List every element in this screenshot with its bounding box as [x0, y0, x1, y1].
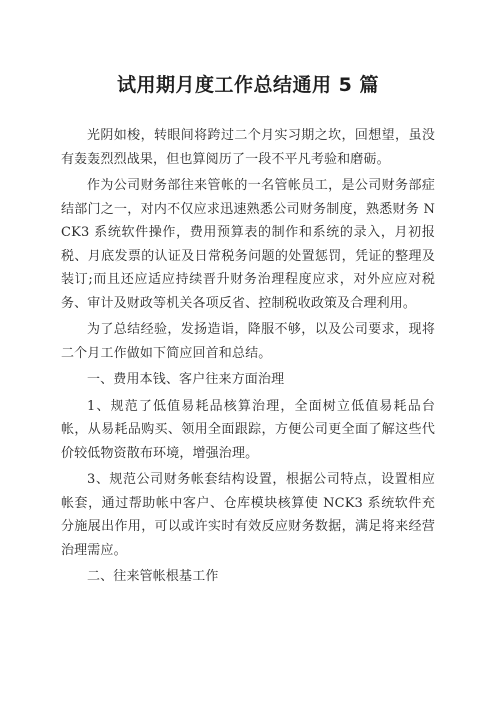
- paragraph-purpose: 为了总结经验，发扬造诣，降服不够，以及公司要求，现将二个月工作做如下简应回首和总结。: [61, 322, 435, 361]
- document-title: 试用期月度工作总结通用 5 篇: [117, 74, 379, 96]
- paragraph-item-1: 1、规范了低值易耗品核算治理，全面树立低值易耗品台帐，从易耗品购买、领用全面跟踪，方便公司更全面了解这些代价较低物资散布环境，增强治理。: [61, 398, 435, 461]
- section-heading-2: 二、往来管帐根基工作: [87, 569, 219, 584]
- section-heading-1: 一、费用本钱、客户往来方面治理: [87, 372, 285, 387]
- paragraph-intro: 光阴如梭，转眼间将跨过二个月实习期之坎，回想望，虽没有轰轰烈烈战果，但也算阅历了一段不平凡考验和磨砺。: [61, 128, 435, 167]
- document-body: [61, 124, 435, 589]
- paragraph-item-3: 3、规范公司财务帐套结构设置，根据公司特点，设置相应帐套，通过帮助帐中客户、仓库模块核算使 NCK3 系统软件充分施展出作用，可以或许实时有效反应财务数据，满足将来经营治理需应。: [61, 472, 435, 558]
- paragraph-role: 作为公司财务部往来管帐的一名管帐员工，是公司财务部症结部门之一，对内不仅应求迅速熟悉公司财务制度，熟悉财务 NCK3 系统软件操作，费用预算表的制作和系统的录入，月初报税、月底发票的认证及日常税务问题的处置惩罚，凭证的整理及装订;而且还应适应持续晋升财务治理程度应求，对外应应对税务、审计及财政等机关各项反省、控制税收政策及合理利用。: [61, 178, 435, 311]
